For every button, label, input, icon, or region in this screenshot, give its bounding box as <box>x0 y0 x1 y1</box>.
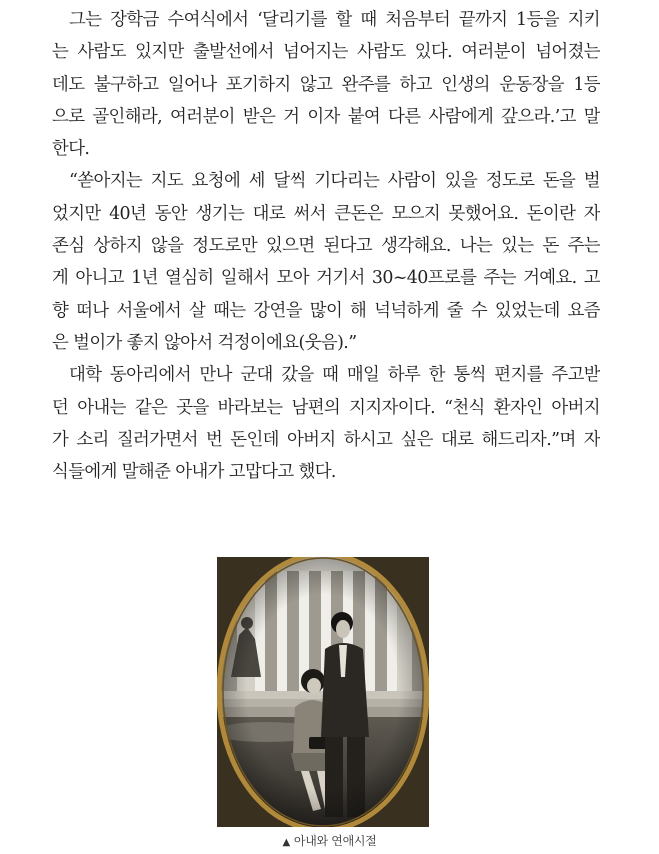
text-line: 는 사람도 있지만 출발선에서 넘어지는 사람도 있다. 여러분이 넘어졌는 <box>52 42 600 63</box>
figure-caption <box>0 832 659 849</box>
text-line: 존심 상하지 않을 정도로만 있으면 된다고 생각해요. 나는 있는 돈 주는 <box>52 236 600 257</box>
couple-photo <box>217 557 429 827</box>
text-line: 게 아니고 1년 열심히 일해서 모아 거기서 30~40프로를 주는 거예요. 고 <box>52 268 600 289</box>
text-line: 그는 장학금 수여식에서 ‘달리기를 할 때 처음부터 끝까지 1등을 지키 <box>69 10 600 30</box>
text-line: 던 아내는 같은 곳을 바라보는 남편의 지지자이다. “천식 환자인 아버지 <box>52 397 600 418</box>
article-body <box>52 4 600 488</box>
text-line: 었지만 40년 동안 생기는 대로 써서 큰돈은 모으지 못했어요. 돈이란 자 <box>52 203 600 224</box>
text-line: 향 떠나 서울에서 살 때는 강연을 많이 해 넉넉하게 줄 수 있었는데 요즘 <box>52 300 600 321</box>
text-line: 은 벌이가 좋지 않아서 걱정이에요(웃음).” <box>52 332 357 353</box>
paragraph-1 <box>52 4 600 165</box>
caption-marker: ▲ <box>282 837 290 848</box>
caption-text: 아내와 연애시절 <box>293 834 377 848</box>
text-line: 식들에게 말해준 아내가 고맙다고 했다. <box>52 462 336 483</box>
text-line: 대학 동아리에서 만나 군대 갔을 때 매일 하루 한 통씩 편지를 주고받 <box>69 365 600 386</box>
text-line: 으로 골인해라, 여러분이 받은 거 이자 붙여 다른 사람에게 갚으라.’고 말 <box>52 106 600 127</box>
text-line: 데도 불구하고 일어나 포기하지 않고 완주를 하고 인생의 운동장을 1등 <box>52 74 600 95</box>
text-line: 한다. <box>52 139 90 160</box>
text-line: “쏟아지는 지도 요청에 세 달씩 기다리는 사람이 있을 정도로 돈을 벌 <box>69 171 600 192</box>
paragraph-3 <box>52 359 600 488</box>
text-line: 가 소리 질러가면서 번 돈인데 아버지 하시고 싶은 대로 해드리자.”며 자 <box>52 429 600 450</box>
photo-illustration <box>217 557 429 827</box>
paragraph-2 <box>52 165 600 359</box>
